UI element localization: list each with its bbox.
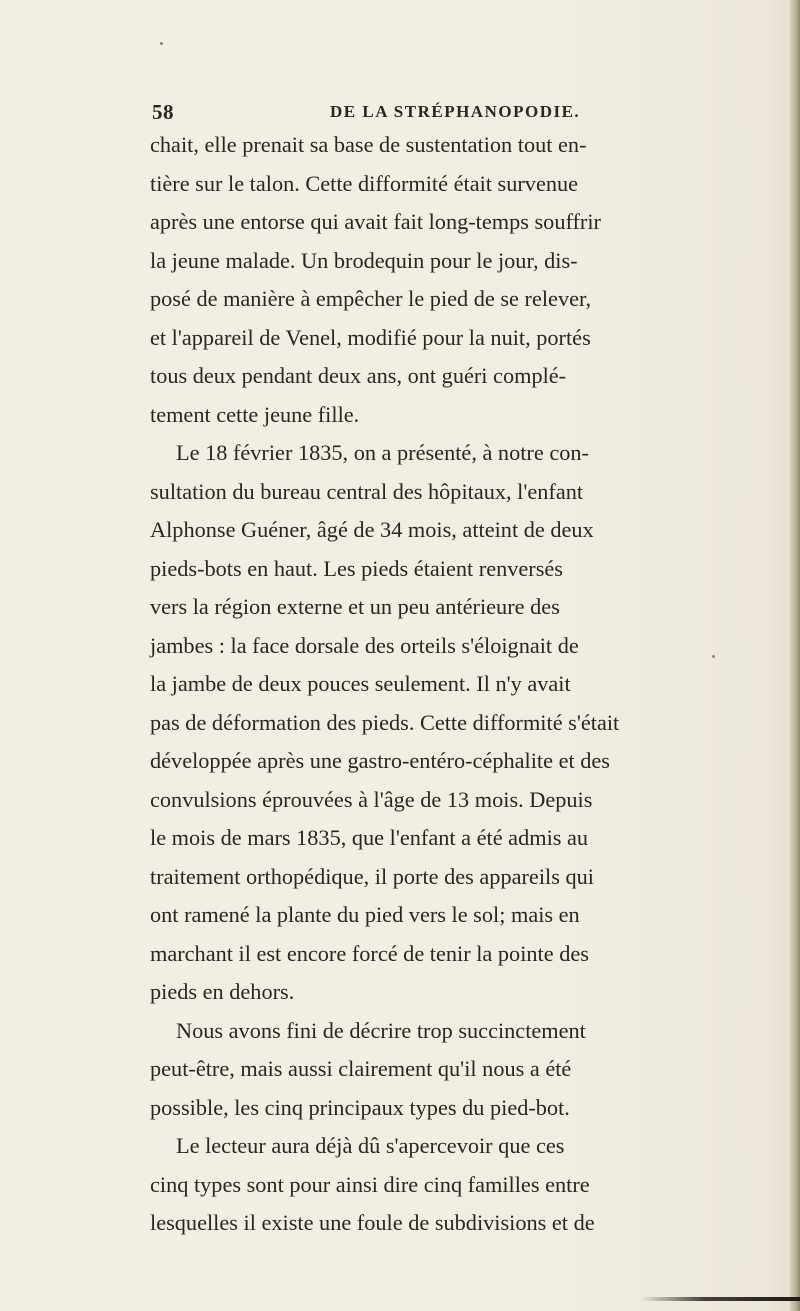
text-line: Alphonse Guéner, âgé de 34 mois, atteint de deux <box>150 517 594 542</box>
text-line: peut-être, mais aussi clairement qu'il nous a été <box>150 1056 572 1081</box>
text-line: possible, les cinq principaux types du pied-bot. <box>150 1094 570 1120</box>
text-line: jambes : la face dorsale des orteils s'éloignait de <box>150 632 579 658</box>
text-line: chait, elle prenait sa base de sustentation tout en- <box>150 132 587 157</box>
text-line: développée après une gastro-entéro-céphalite et des <box>150 748 610 773</box>
paragraph-start-line: Le lecteur aura déjà dû s'apercevoir que ces <box>176 1133 565 1158</box>
text-line: convulsions éprouvées à l'âge de 13 mois. Depuis <box>150 786 593 812</box>
running-title: DE LA STRÉPHANOPODIE. <box>330 102 581 121</box>
text-line: tement cette jeune fille. <box>150 401 360 427</box>
paper-speck <box>160 42 163 45</box>
text-line: et l'appareil de Venel, modifié pour la nuit, portés <box>150 324 591 350</box>
text-line: cinq types sont pour ainsi dire cinq familles entre <box>150 1171 590 1197</box>
text-line: la jambe de deux pouces seulement. Il n'y avait <box>150 671 571 696</box>
page-edge <box>790 0 800 1311</box>
text-line: marchant il est encore forcé de tenir la pointe des <box>150 940 589 966</box>
text-line: le mois de mars 1835, que l'enfant a été admis au <box>150 825 589 850</box>
text-line: après une entorse qui avait fait long-temps souffrir <box>150 209 601 234</box>
text-line: tière sur le talon. Cette difformité était survenue <box>150 170 579 196</box>
text-line: pas de déformation des pieds. Cette difformité s'était <box>150 709 620 735</box>
text-line: pieds-bots en haut. Les pieds étaient renversés <box>150 555 563 581</box>
body-text <box>150 126 770 1243</box>
page-number: 58 <box>152 100 174 124</box>
text-line: lesquelles il existe une foule de subdivisions et de <box>150 1210 595 1235</box>
paragraph-start-line: Nous avons fini de décrire trop succinctement <box>176 1017 586 1043</box>
text-line: tous deux pendant deux ans, ont guéri complé- <box>150 363 567 388</box>
text-line: vers la région externe et un peu antérieure des <box>150 594 560 619</box>
text-line: ont ramené la plante du pied vers le sol; mais en <box>150 902 580 927</box>
text-line: la jeune malade. Un brodequin pour le jour, dis- <box>150 247 578 273</box>
paragraph-start-line: Le 18 février 1835, on a présenté, à notre con- <box>176 440 589 465</box>
text-line: traitement orthopédique, il porte des appareils qui <box>150 863 594 889</box>
text-line: sultation du bureau central des hôpitaux, l'enfant <box>150 478 584 504</box>
text-line: pieds en dehors. <box>150 979 295 1004</box>
text-line: posé de manière à empêcher le pied de se relever, <box>150 286 592 311</box>
page-bottom-shadow <box>640 1297 800 1301</box>
